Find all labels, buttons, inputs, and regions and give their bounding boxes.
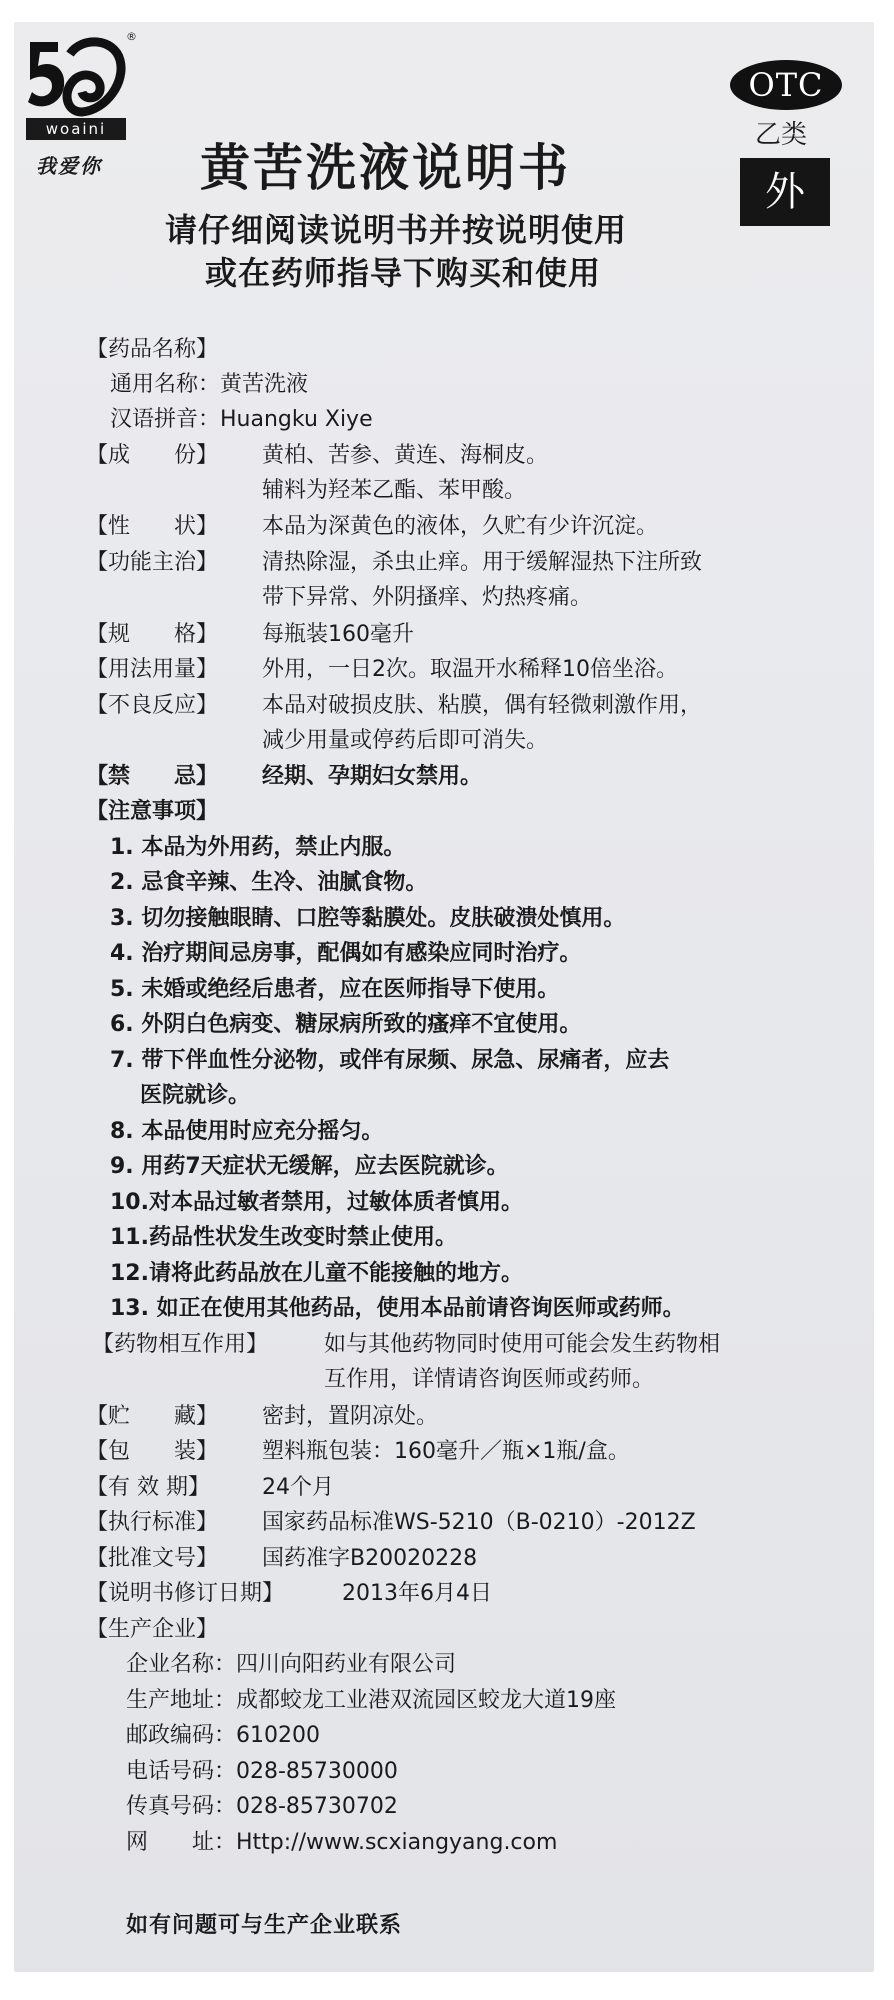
precaution-item: 7. 带下伴血性分泌物，或伴有尿频、尿急、尿痛者，应去 (110, 1048, 670, 1073)
precaution-item: 1. 本品为外用药，禁止内服。 (110, 835, 406, 860)
adverse-label: 【不良反应】 (86, 693, 219, 718)
interaction-line-1: 如与其他药物同时使用可能会发生药物相 (324, 1332, 721, 1357)
validity-text: 24个月 (262, 1475, 334, 1500)
indication-label: 【功能主治】 (86, 550, 219, 575)
brand-logo-icon (22, 30, 132, 120)
company-fax: 传真号码：028-85730702 (126, 1794, 398, 1819)
interaction-line-2: 互作用，详情请咨询医师或药师。 (324, 1367, 655, 1392)
ingredients-line-2: 辅料为羟苯乙酯、苯甲酸。 (262, 478, 527, 503)
usage-text: 外用，一日2次。取温开水稀释10倍坐浴。 (262, 657, 678, 682)
brand-name: woaini (26, 118, 126, 140)
precaution-item: 2. 忌食辛辣、生冷、油腻食物。 (110, 870, 428, 895)
standard-text: 国家药品标准WS-5210（B-0210）-2012Z (262, 1510, 696, 1535)
otc-badge: OTC (730, 60, 842, 110)
revision-date: 2013年6月4日 (342, 1581, 492, 1606)
contraindication-text: 经期、孕期妇女禁用。 (262, 764, 483, 789)
adverse-line-1: 本品对破损皮肤、粘膜，偶有轻微刺激作用， (262, 693, 703, 718)
package-label: 【包 装】 (86, 1439, 219, 1464)
interaction-label: 【药物相互作用】 (92, 1332, 269, 1357)
subtitle-line-1: 请仔细阅读说明书并按说明使用 (165, 211, 628, 249)
ingredients-line-1: 黄柏、苦参、黄连、海桐皮。 (262, 443, 549, 468)
precaution-item: 6. 外阴白色病变、糖尿病所致的瘙痒不宜使用。 (110, 1012, 582, 1037)
company-phone: 电话号码：028-85730000 (126, 1759, 398, 1784)
validity-label: 【有 效 期】 (86, 1475, 210, 1500)
precaution-item: 5. 未婚或绝经后患者，应在医师指导下使用。 (110, 977, 560, 1002)
package-text: 塑料瓶包装：160毫升／瓶×1瓶/盒。 (262, 1439, 630, 1464)
brand-chinese-name: 我爱你 (36, 154, 102, 178)
registered-mark: ® (126, 30, 137, 43)
appearance-text: 本品为深黄色的液体，久贮有少许沉淀。 (262, 514, 659, 539)
manufacturer-label: 【生产企业】 (86, 1617, 219, 1642)
brand-logo (22, 30, 137, 190)
pinyin-name: 汉语拼音：Huangku Xiye (110, 407, 373, 432)
generic-name: 通用名称：黄苦洗液 (110, 372, 309, 397)
precaution-item: 11.药品性状发生改变时禁止使用。 (110, 1225, 457, 1250)
precaution-item: 13. 如正在使用其他药品，使用本品前请咨询医师或药师。 (110, 1296, 685, 1321)
external-use-badge: 外 (740, 158, 830, 226)
precaution-item: 8. 本品使用时应充分摇匀。 (110, 1119, 384, 1144)
ingredients-label: 【成 份】 (86, 443, 219, 468)
company-name: 企业名称：四川向阳药业有限公司 (126, 1652, 457, 1677)
precautions-label: 【注意事项】 (86, 799, 219, 824)
precaution-item: 3. 切勿接触眼睛、口腔等黏膜处。皮肤破溃处慎用。 (110, 906, 626, 931)
revision-label: 【说明书修订日期】 (86, 1581, 285, 1606)
document-title: 黄苦洗液说明书 (200, 139, 571, 197)
subtitle-line-2: 或在药师指导下购买和使用 (205, 254, 602, 292)
precaution-item: 4. 治疗期间忌房事，配偶如有感染应同时治疗。 (110, 941, 582, 966)
standard-label: 【执行标准】 (86, 1510, 219, 1535)
approval-label: 【批准文号】 (86, 1546, 219, 1571)
footer-contact-note: 如有问题可与生产企业联系 (126, 1913, 403, 1938)
usage-label: 【用法用量】 (86, 657, 219, 682)
spec-text: 每瓶装160毫升 (262, 622, 414, 647)
contraindication-label: 【禁 忌】 (86, 764, 219, 789)
storage-text: 密封，置阴凉处。 (262, 1404, 439, 1429)
drug-name-label: 【药品名称】 (86, 337, 219, 362)
otc-class-label: 乙类 (755, 120, 808, 150)
approval-text: 国药准字B20020228 (262, 1546, 478, 1571)
company-address: 生产地址：成都蛟龙工业港双流园区蛟龙大道19座 (126, 1688, 616, 1713)
storage-label: 【贮 藏】 (86, 1404, 219, 1429)
appearance-label: 【性 状】 (86, 514, 219, 539)
precaution-item: 9. 用药7天症状无缓解，应去医院就诊。 (110, 1154, 509, 1179)
company-postcode: 邮政编码：610200 (126, 1723, 320, 1748)
precaution-item: 10.对本品过敏者禁用，过敏体质者慎用。 (110, 1190, 523, 1215)
company-website[interactable]: 网 址：Http://www.scxiangyang.com (126, 1830, 558, 1855)
precaution-item: 12.请将此药品放在儿童不能接触的地方。 (110, 1261, 523, 1286)
indication-line-1: 清热除湿，杀虫止痒。用于缓解湿热下注所致 (262, 550, 703, 575)
spec-label: 【规 格】 (86, 622, 219, 647)
indication-line-2: 带下异常、外阴搔痒、灼热疼痛。 (262, 585, 593, 610)
adverse-line-2: 减少用量或停药后即可消失。 (262, 728, 549, 753)
precaution-item-continued: 医院就诊。 (140, 1083, 251, 1108)
